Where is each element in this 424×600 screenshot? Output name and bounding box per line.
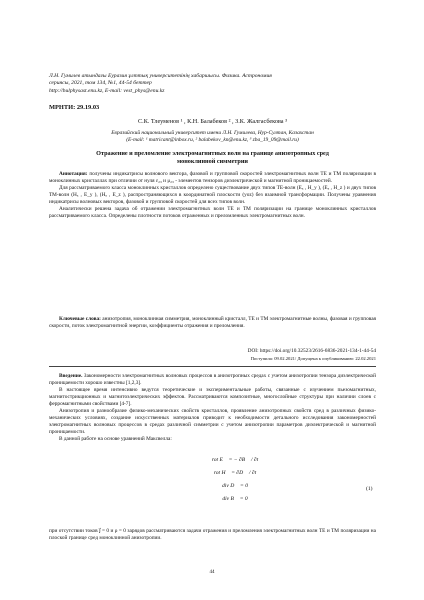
keywords-heading: Ключевые слова: <box>59 316 101 322</box>
post-equation-paragraph: при отсутствии токов j⃗ = 0 и ρ = 0 зарядов рассматриваются задачи отражения и преломления электромагнитных волн ТЕ и ТМ поляризации на плоской границе сред моноклинной анизотропии. <box>49 528 376 542</box>
journal-line-1: Л.Н. Гумилев атындағы Еуразия ұлттық университетінің хабаршысы. Физика. Астрономия <box>49 73 272 79</box>
abstract-text-1: получены индикатрисы волнового вектора, фазовой и групповой скоростей электромагнитных волн ТЕ и ТМ поляризации в моноклинных кристаллах при отличии от нуля ε₂₃ и μ₂₃ - элементов тензоров диэлектрической и магнитной проницаемостей. <box>49 171 376 185</box>
affiliation-university: Евразийский национальный университет имени Л.Н. Гумилева, Нур-Султан, Казахстан <box>111 130 314 136</box>
paper-title-line-1: Отражение и преломление электромагнитных волн на границе анизотропных сред <box>96 150 329 157</box>
section-divider <box>49 366 376 367</box>
journal-line-2: сериясы, 2021, том 134, №1, 44-54 беттер <box>49 80 152 87</box>
paper-title <box>49 150 376 166</box>
intro-paragraph-3: Анизотропия и разнообразие физико-механических свойств кристаллов, проявление анизотропных свойств сред в различных физико-механических условиях, создание искусственных материалов приводит к необходимости детального исследования закономерностей электромагнитных волновых процессов в средах различной симметрии с учетом анизотропии параметров диэлектрической и магнитной проницаемости. <box>49 408 376 436</box>
abstract <box>49 171 376 220</box>
maxwell-equations <box>180 456 290 508</box>
equation-div-b: div B⃗ = 0 <box>222 496 248 502</box>
keywords-text: анизотропия, моноклинная симметрия, моноклинный кристалл, ТЕ и ТМ электромагнитные волны, фазовая и групповая скорости, поток электромагнитной энергии, коэффициенты отражения и преломления. <box>49 316 376 330</box>
equation-div-d: div D⃗ = 0 <box>222 483 248 489</box>
abstract-paragraph-3: Аналитически решена задача об отражении электромагнитных волн ТЕ и ТМ поляризации на границе моноклинных кристаллов рассматриваемого класса. Определены плотности потоков отраженных и преломленных электромагнитных волн. <box>49 206 376 220</box>
author-list: С.К. Тлеуменов ¹ , К.Н. Балабеков ² , З.К. Жалгасбекова ³ <box>138 118 287 125</box>
intro-paragraph-2: В настоящее время интенсивно ведутся теоретические и экспериментальные работы, связанные с изучением пьезомагнитных, магнитострикционных и магнитоэлектрических эффектов. Рассматриваются композитные, многослойные структуры при наличии слоев с ферромагнитными свойствами [4-7]. <box>49 387 376 408</box>
intro-heading: Введение. <box>59 373 83 379</box>
equation-number: (1) <box>366 486 373 492</box>
intro-paragraph-4: В данной работе на основе уравнений Максвелла: <box>59 436 172 443</box>
introduction <box>49 373 376 443</box>
affiliation-emails: (E-mail: ¹ matricant@inbox.ru, ² balabekov_kn@enu.kz, ³ zba_19_09@mail.ru) <box>126 137 299 143</box>
abstract-paragraph-2: Для рассматриваемого класса моноклинных кристаллов определено существование двух типов ТЕ-волн (Eₓ , H_y ), (Eₓ , H_z ) и двух типов ТМ-волн (Hₓ , E_y ), (Hₓ , E_z ), распространяющихся в координатной плоскости (yoz) без взаимной трансформации. Получены уравнения индикатрисы волновых векторов, фазовой и групповой скоростей для всех типов волн. <box>49 185 376 206</box>
submission-dates: Поступила: 09.02.2021/ Допущена к опубликованию: 22.02.2021 <box>250 356 376 361</box>
paper-title-line-2: моноклинной симметрии <box>177 158 248 165</box>
affiliation <box>49 130 376 144</box>
intro-paragraph-1 <box>49 373 376 387</box>
journal-header <box>49 73 376 95</box>
page-number: 44 <box>209 570 215 575</box>
equation-rot-e: rot E⃗ = − ∂B⃗ / ∂t <box>211 457 259 463</box>
journal-urls[interactable]: http://bulphysast.enu.kz, E-mail: vest_phys@enu.kz <box>49 87 165 94</box>
doi-link[interactable]: DOI: https://doi.org/10.32523/2616-6836-2021-134-1-44-54 <box>247 348 376 354</box>
intro-text-1: Закономерности электромагнитных волновых процессов в анизотропных средах с учетом анизотропии тензора диэлектрической проницаемости хорошо известны [1,2,3]. <box>49 373 377 387</box>
abstract-paragraph-1 <box>49 171 376 185</box>
post-equation-text <box>49 528 376 542</box>
keywords <box>49 316 376 330</box>
abstract-heading: Аннотация: <box>59 171 88 177</box>
equation-rot-h: rot H⃗ = ∂D⃗ / ∂t <box>213 470 257 476</box>
mrnti-code: МРНТИ: 29.19.03 <box>49 104 100 111</box>
